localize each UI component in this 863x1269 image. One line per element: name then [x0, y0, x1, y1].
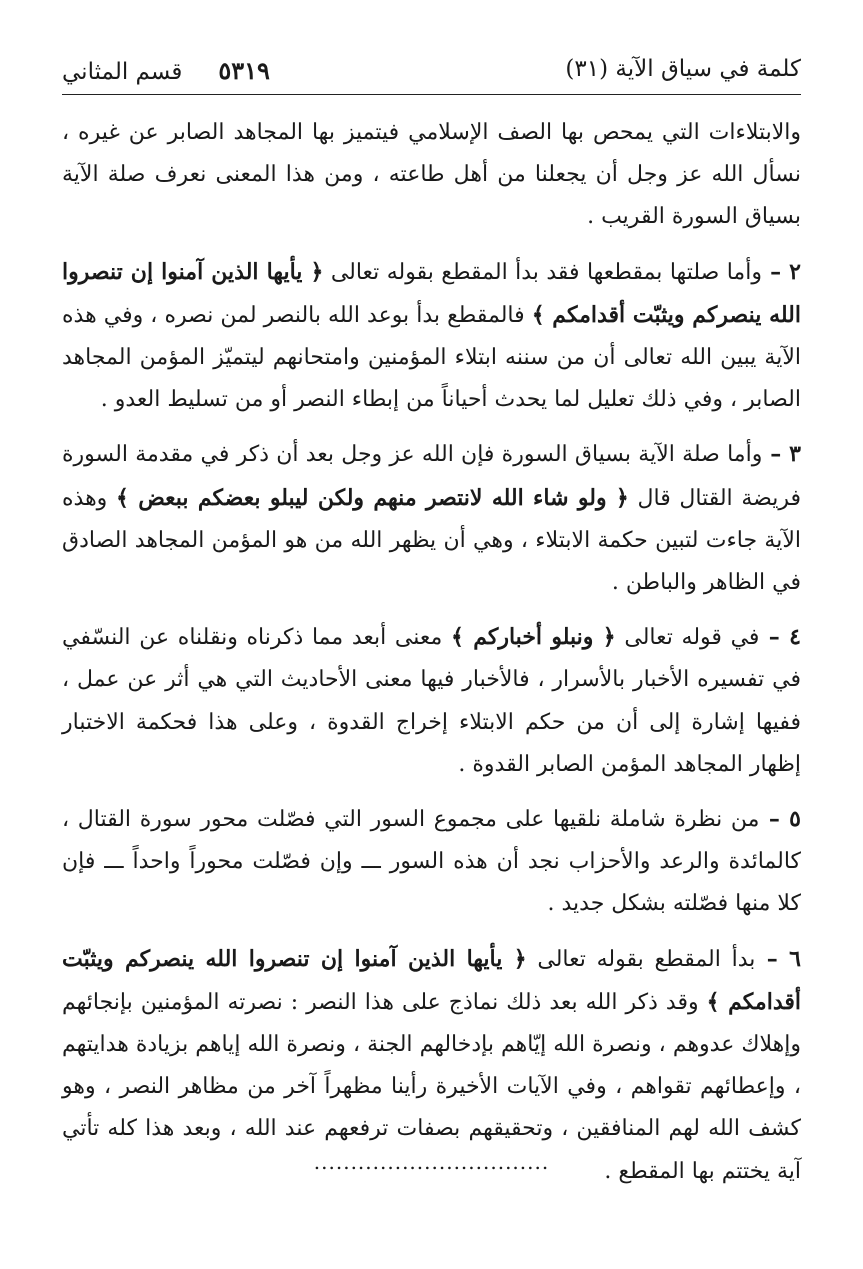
bold-segment: ٣ –: [762, 441, 801, 468]
text-segment: بدأ المقطع بقوله تعالى: [526, 946, 756, 972]
bold-segment: ﴿ يأيها الذين آمنوا إن تنصروا الله ينصركم ويثبّت أقدامكم ﴾: [62, 945, 801, 1015]
bold-segment: ٤ –: [759, 624, 801, 651]
bold-segment: ٢ –: [761, 258, 801, 285]
bold-segment: ٦ –: [755, 945, 801, 972]
paragraph-1: [62, 112, 801, 239]
text-segment: معنى أبعد مما ذكرناه ونقلناه عن النسّفي في تفسيره الأخبار بالأسرار ، فالأخبار فيها معنى الأحاديث التي هي أثر عن عمل ، ففيها إشارة إلى أن من حكم الابتلاء إخراج القدوة ، وعلى هذا فحكمة الاختبار إظهار المجاهد المؤمن الصابر القدوة .: [62, 625, 801, 777]
paragraph-2: [62, 251, 801, 422]
text-segment: وأما صلة الآية بسياق السورة فإن الله عز وجل بعد أن ذكر في مقدمة السورة فريضة القتال قال: [62, 442, 801, 511]
running-title: كلمة في سياق الآية (٣١): [565, 56, 801, 82]
text-segment: وأما صلتها بمقطعها فقد بدأ المقطع بقوله تعالى: [323, 259, 762, 285]
text-segment: وقد ذكر الله بعد ذلك نماذج على هذا النصر : نصرته المؤمنين بإنجائهم وإهلاك عدوهم ، ونصرة الله إيّاهم بإدخالهم الجنة ، ونصرة الله إياهم بزيادة هدايتهم ، وإعطائهم تقواهم ، وفي الآيات الأخيرة رأينا مظهراً آخر من مظاهر النصر ، وهو كشف الله لهم المنافقين ، وتحقيقهم بصفات ترفعهم عند الله ، وبعد هذا كله تأتي آية يختتم بها المقطع .: [62, 989, 801, 1184]
page-body: [62, 112, 801, 1205]
paragraph-5: [62, 798, 801, 926]
paragraph-4: [62, 616, 801, 786]
header-rule: [62, 94, 801, 95]
bold-segment: ﴿ ونبلو أخباركم ﴾: [451, 624, 616, 651]
header-left: [62, 56, 270, 85]
paragraph-3: [62, 433, 801, 604]
text-segment: وهذه الآية جاءت لتبين حكمة الابتلاء ، وهي أن يظهر الله من هو المؤمن المجاهد الصادق في الظاهر والباطن .: [62, 485, 801, 596]
text-segment: فالمقطع بدأ بوعد الله بالنصر لمن نصره ، وفي هذه الآية يبين الله تعالى أن من سننه ابتلاء المؤمنين وامتحانهم ليتميّز المؤمن المجاهد الصابر ، وفي ذلك تعليل لما يحدث أحياناً من إبطاء النصر أو من تسليط العدو .: [62, 302, 801, 413]
bold-segment: ﴿ ولو شاء الله لانتصر منهم ولكن ليبلو بعضكم ببعض ﴾: [115, 484, 629, 511]
text-segment: من نظرة شاملة نلقيها على مجموع السور التي فصّلت محور سورة القتال ، كالمائدة والرعد والأحزاب نجد أن هذه السور ـــ وإن فصّلت محوراً واحداً ـــ فإن كلا منها فصّلته بشكل جديد .: [62, 807, 801, 917]
end-separator: ................................: [313, 1150, 550, 1174]
page-header: [62, 50, 801, 94]
page-number: ٥٣١٩: [218, 56, 270, 85]
bold-segment: ﴿ يأيها الذين آمنوا إن تنصروا الله ينصركم ويثبّت أقدامكم ﴾: [62, 258, 801, 328]
text-segment: والابتلاءات التي يمحص بها الصف الإسلامي فيتميز بها المجاهد الصابر عن غيره ، نسأل الله عز وجل أن يجعلنا من أهل طاعته ، ومن هذا المعنى نعرف صلة الآية بسياق السورة القريب .: [62, 120, 801, 230]
bold-segment: ٥ –: [759, 806, 801, 833]
text-segment: في قوله تعالى: [615, 625, 760, 651]
section-name: قسم المثاني: [62, 59, 183, 85]
